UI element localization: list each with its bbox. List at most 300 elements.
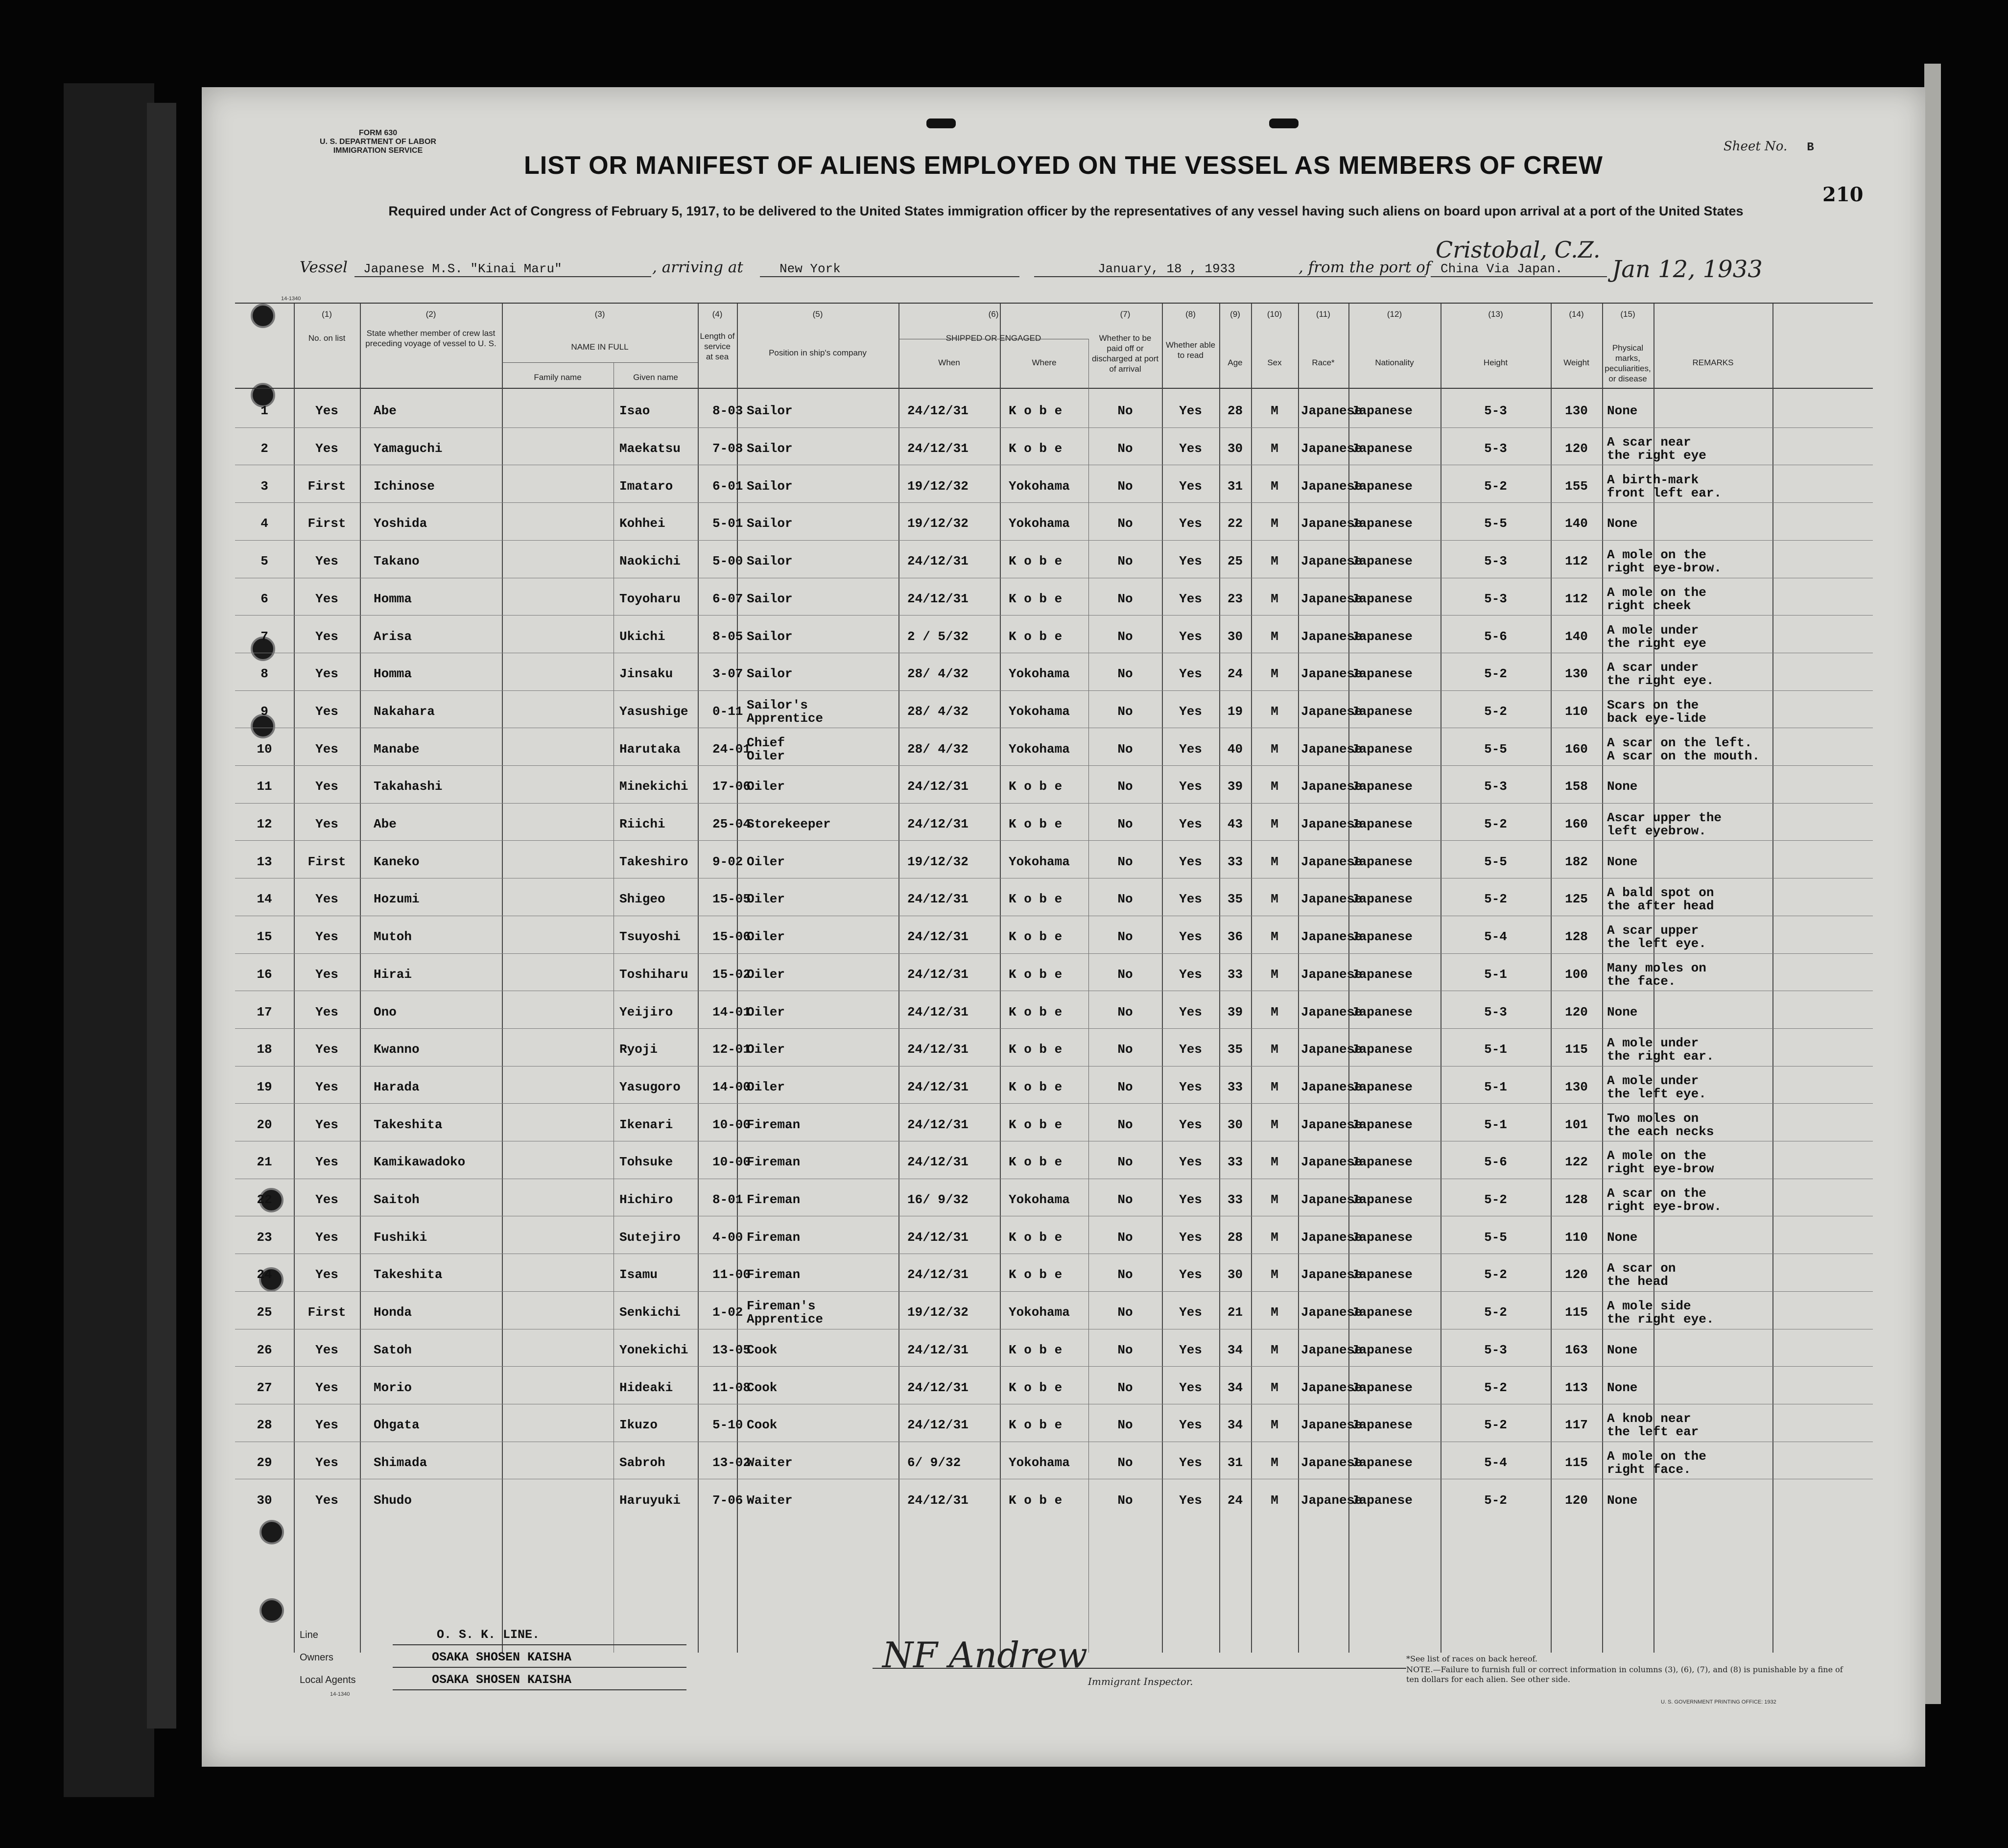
cell-family-line: Ohgata: [374, 1418, 420, 1432]
cell-position: [747, 1380, 777, 1396]
cell-service: [712, 554, 743, 569]
cell-nat: [1351, 516, 1413, 531]
cell-sex-line: M: [1271, 1455, 1278, 1470]
page-number: 210: [1822, 183, 1864, 206]
cell-state: [294, 967, 360, 982]
cell-age: [1219, 1230, 1251, 1245]
cell-paid: [1088, 403, 1162, 419]
cell-sex-line: M: [1271, 554, 1278, 569]
cell-marks: [1607, 1149, 1714, 1176]
column-number: (2): [425, 309, 436, 319]
cell-paid-line: No: [1117, 629, 1133, 644]
cell-position: [747, 1418, 777, 1433]
cell-given: [619, 817, 665, 832]
cell-where: [1009, 704, 1070, 719]
cell-height: [1441, 1155, 1551, 1170]
cell-service-line: 13-02: [712, 1455, 751, 1470]
cell-given-line: Isamu: [619, 1267, 658, 1282]
cell-paid-line: No: [1117, 929, 1133, 944]
cell-height: [1441, 1192, 1551, 1208]
cell-where-line: K o b e: [1009, 1418, 1063, 1432]
cell-state: [294, 516, 360, 531]
cell-nat-line: Japanese: [1351, 441, 1413, 456]
cell-paid: [1088, 1005, 1162, 1020]
cell-when-line: 19/12/32: [907, 854, 969, 869]
cell-when: [907, 403, 969, 419]
cell-position-line: Cook: [747, 1380, 778, 1395]
cell-when-line: 28/ 4/32: [907, 742, 969, 757]
cell-paid: [1088, 554, 1162, 569]
column-divider: [502, 304, 503, 1653]
cell-nat: [1351, 1343, 1413, 1358]
cell-where-line: K o b e: [1009, 892, 1063, 906]
cell-sex: [1251, 479, 1298, 494]
cell-weight-line: 120: [1565, 1493, 1588, 1508]
cell-read: [1162, 1418, 1219, 1433]
cell-position-line: Oiler: [747, 892, 785, 906]
paper-clip-left: [926, 118, 956, 128]
cell-age-line: 25: [1227, 554, 1243, 569]
cell-state-line: Yes: [315, 441, 338, 456]
cell-no-line: 25: [257, 1305, 272, 1320]
cell-position: [747, 1042, 785, 1057]
cell-weight-line: 115: [1565, 1042, 1588, 1057]
cell-state: [294, 1192, 360, 1208]
cell-position-line: Oiler: [747, 749, 785, 763]
cell-paid: [1088, 1155, 1162, 1170]
cell-nat: [1351, 742, 1413, 757]
cell-read-line: Yes: [1179, 1455, 1202, 1470]
cell-state-line: Yes: [315, 666, 338, 681]
row-divider: [235, 953, 1873, 954]
cell-given: [619, 441, 681, 456]
cell-height: [1441, 1493, 1551, 1508]
cell-where-line: K o b e: [1009, 1380, 1063, 1395]
cell-marks-line: None: [1607, 1343, 1638, 1357]
cell-age-line: 33: [1227, 1192, 1243, 1207]
cell-where: [1009, 479, 1070, 494]
cell-state: [294, 1042, 360, 1057]
cell-no-line: 3: [260, 479, 268, 494]
cell-no-line: 20: [257, 1117, 272, 1132]
cell-service-line: 10-00: [712, 1117, 751, 1132]
cell-family: [374, 854, 420, 870]
cell-marks: [1607, 811, 1722, 838]
cell-service: [712, 892, 751, 907]
cell-where-line: K o b e: [1009, 441, 1063, 456]
cell-where-line: Yokohama: [1009, 666, 1070, 681]
cell-age: [1219, 742, 1251, 757]
cell-family: [374, 704, 435, 719]
cell-race-line: Japanese: [1301, 742, 1362, 757]
cell-where: [1009, 1005, 1062, 1020]
cell-weight-line: 140: [1565, 516, 1588, 531]
cell-state-line: Yes: [315, 554, 338, 569]
cell-weight: [1551, 666, 1602, 682]
cell-read-line: Yes: [1179, 1305, 1202, 1320]
cell-position-line: Sailor: [747, 666, 793, 681]
cell-position: [747, 1493, 793, 1508]
cell-when: [907, 1418, 969, 1433]
cell-no: [235, 441, 294, 456]
header-height: Height: [1483, 358, 1508, 367]
header-race: Race*: [1312, 358, 1335, 367]
cell-service: [712, 854, 743, 870]
cell-service: [712, 1267, 751, 1282]
cell-given: [619, 1493, 681, 1508]
cell-state: [294, 704, 360, 719]
cell-age: [1219, 441, 1251, 456]
cell-service: [712, 1380, 751, 1396]
cell-age: [1219, 1305, 1251, 1320]
cell-nat: [1351, 854, 1413, 870]
cell-read: [1162, 479, 1219, 494]
cell-nat-line: Japanese: [1351, 629, 1413, 644]
cell-read-line: Yes: [1179, 929, 1202, 944]
column-number: (9): [1230, 309, 1240, 319]
cell-weight-line: 140: [1565, 629, 1588, 644]
cell-no: [235, 1192, 294, 1208]
cell-marks-line: None: [1607, 1493, 1638, 1508]
cell-state-line: Yes: [315, 592, 338, 606]
cell-position: [747, 1192, 800, 1208]
cell-nat: [1351, 441, 1413, 456]
cell-marks-line: the left eye.: [1607, 1087, 1706, 1101]
cell-height-line: 5-2: [1484, 1192, 1507, 1207]
cell-position-line: Apprentice: [747, 1312, 824, 1327]
cell-position: [747, 479, 793, 494]
handwritten-date: Jan 12, 1933: [1612, 256, 1763, 283]
cell-read: [1162, 704, 1219, 719]
cell-paid: [1088, 1117, 1162, 1133]
cell-read: [1162, 1343, 1219, 1358]
cell-no-line: 1: [260, 403, 268, 418]
header-name-in-full: NAME IN FULL: [571, 342, 629, 352]
cell-no: [235, 742, 294, 757]
cell-state-line: Yes: [315, 892, 338, 906]
cell-read-line: Yes: [1179, 1005, 1202, 1019]
department-name: U. S. DEPARTMENT OF LABOR: [320, 138, 436, 146]
row-divider: [235, 1291, 1873, 1292]
cell-height-line: 5-3: [1484, 592, 1507, 606]
cell-service-line: 7-08: [712, 441, 743, 456]
cell-nat: [1351, 892, 1413, 907]
form-code: 14-1340: [281, 296, 301, 302]
cell-sex-line: M: [1271, 516, 1278, 531]
row-divider: [235, 615, 1873, 616]
cell-read-line: Yes: [1179, 1230, 1202, 1245]
cell-sex: [1251, 967, 1298, 982]
header-nationality: Nationality: [1375, 358, 1414, 367]
cell-when-line: 6/ 9/32: [907, 1455, 961, 1470]
cell-service-line: 6-01: [712, 479, 743, 494]
cell-height: [1441, 1455, 1551, 1470]
cell-given: [619, 554, 681, 569]
cell-weight-line: 160: [1565, 817, 1588, 831]
cell-state-line: First: [307, 516, 346, 531]
cell-weight-line: 120: [1565, 1267, 1588, 1282]
cell-family: [374, 1305, 412, 1320]
cell-weight: [1551, 1380, 1602, 1396]
cell-where-line: K o b e: [1009, 817, 1063, 831]
cell-position-line: Sailor: [747, 629, 793, 644]
cell-sex: [1251, 704, 1298, 719]
cell-sex-line: M: [1271, 704, 1278, 719]
cell-family: [374, 516, 427, 531]
cell-where-line: K o b e: [1009, 1267, 1063, 1282]
column-number: (12): [1387, 309, 1402, 319]
cell-family-line: Harada: [374, 1080, 420, 1094]
cell-marks-line: left eyebrow.: [1607, 824, 1706, 838]
cell-given-line: Haruyuki: [619, 1493, 681, 1508]
cell-race-line: Japanese: [1301, 666, 1362, 681]
cell-age: [1219, 704, 1251, 719]
cell-weight: [1551, 403, 1602, 419]
cell-height-line: 5-5: [1484, 854, 1507, 869]
cell-sex: [1251, 1343, 1298, 1358]
cell-nat-line: Japanese: [1351, 779, 1413, 794]
cell-marks: [1607, 1262, 1676, 1288]
cell-service: [712, 1117, 751, 1133]
cell-marks: [1607, 1450, 1706, 1476]
cell-where-line: Yokohama: [1009, 1455, 1070, 1470]
cell-given: [619, 1380, 673, 1396]
cell-paid-line: No: [1117, 704, 1133, 719]
cell-marks-line: the head: [1607, 1274, 1668, 1289]
cell-position: [747, 854, 785, 870]
cell-weight: [1551, 1418, 1602, 1433]
cell-race-line: Japanese: [1301, 967, 1362, 982]
cell-when-line: 24/12/31: [907, 1380, 969, 1395]
cell-sex: [1251, 742, 1298, 757]
cell-no: [235, 1230, 294, 1245]
cell-state-line: Yes: [315, 1117, 338, 1132]
cell-service: [712, 817, 751, 832]
cell-given-line: Tohsuke: [619, 1155, 673, 1169]
cell-weight-line: 117: [1565, 1418, 1588, 1432]
cell-age: [1219, 592, 1251, 607]
cell-no: [235, 967, 294, 982]
cell-read: [1162, 1493, 1219, 1508]
cell-where: [1009, 1192, 1070, 1208]
cell-age: [1219, 666, 1251, 682]
page-edge: [1924, 64, 1941, 1704]
cell-paid-line: No: [1117, 666, 1133, 681]
cell-age-line: 21: [1227, 1305, 1243, 1320]
cell-position-line: Cook: [747, 1418, 778, 1432]
cell-paid-line: No: [1117, 592, 1133, 606]
handwritten-port: Cristobal, C.Z.: [1436, 237, 1601, 263]
cell-age-line: 24: [1227, 666, 1243, 681]
cell-no-line: 19: [257, 1080, 272, 1094]
cell-given: [619, 779, 688, 794]
cell-weight-line: 110: [1565, 1230, 1588, 1245]
cell-nat: [1351, 592, 1413, 607]
cell-sex-line: M: [1271, 929, 1278, 944]
cell-service-line: 0-11: [712, 704, 743, 719]
cell-service: [712, 629, 743, 644]
cell-family-line: Takahashi: [374, 779, 443, 794]
cell-service-line: 13-05: [712, 1343, 751, 1357]
cell-given-line: Toyoharu: [619, 592, 681, 606]
cell-sex: [1251, 1380, 1298, 1396]
cell-age-line: 31: [1227, 479, 1243, 494]
cell-given: [619, 929, 681, 945]
cell-when: [907, 929, 969, 945]
cell-given-line: Imataro: [619, 479, 673, 494]
cell-where-line: K o b e: [1009, 1343, 1063, 1357]
cell-read-line: Yes: [1179, 1117, 1202, 1132]
cell-position: [747, 629, 793, 644]
cell-no-line: 30: [257, 1493, 272, 1508]
cell-sex: [1251, 1305, 1298, 1320]
cell-given-line: Hideaki: [619, 1380, 673, 1395]
cell-position: [747, 1080, 785, 1095]
cell-when: [907, 892, 969, 907]
cell-position: [747, 1343, 777, 1358]
cell-paid-line: No: [1117, 1192, 1133, 1207]
manifest-page: [202, 87, 1925, 1767]
cell-marks-line: the each necks: [1607, 1124, 1714, 1139]
cell-where: [1009, 1230, 1062, 1245]
cell-paid: [1088, 1192, 1162, 1208]
column-divider: [698, 304, 699, 1653]
cell-position: [747, 967, 785, 982]
cell-position-line: Waiter: [747, 1455, 793, 1470]
cell-where: [1009, 1155, 1062, 1170]
cell-age: [1219, 1117, 1251, 1133]
cell-height-line: 5-3: [1484, 403, 1507, 418]
cell-height-line: 5-3: [1484, 1343, 1507, 1357]
cell-nat-line: Japanese: [1351, 1080, 1413, 1094]
cell-paid: [1088, 516, 1162, 531]
cell-read-line: Yes: [1179, 516, 1202, 531]
cell-service: [712, 967, 751, 982]
cell-when: [907, 554, 969, 569]
cell-age: [1219, 1418, 1251, 1433]
column-number: (7): [1120, 309, 1131, 319]
cell-sex-line: M: [1271, 779, 1278, 794]
cell-family-line: Arisa: [374, 629, 412, 644]
cell-read-line: Yes: [1179, 854, 1202, 869]
cell-no: [235, 1455, 294, 1470]
cell-height-line: 5-2: [1484, 1418, 1507, 1432]
cell-when-line: 24/12/31: [907, 441, 969, 456]
cell-weight: [1551, 929, 1602, 945]
cell-state: [294, 854, 360, 870]
cell-family: [374, 1418, 420, 1433]
cell-state-line: Yes: [315, 704, 338, 719]
cell-sex-line: M: [1271, 967, 1278, 982]
row-divider: [235, 690, 1873, 691]
cell-read: [1162, 929, 1219, 945]
cell-family: [374, 479, 435, 494]
cell-sex: [1251, 1042, 1298, 1057]
cell-race-line: Japanese: [1301, 1343, 1362, 1357]
cell-height-line: 5-2: [1484, 704, 1507, 719]
vessel-name: Japanese M.S. "Kinai Maru": [363, 261, 562, 276]
cell-state-line: Yes: [315, 779, 338, 794]
cell-when-line: 19/12/32: [907, 479, 969, 494]
cell-state-line: Yes: [315, 967, 338, 982]
cell-paid-line: No: [1117, 1117, 1133, 1132]
cell-weight-line: 128: [1565, 1192, 1588, 1207]
cell-paid-line: No: [1117, 1380, 1133, 1395]
cell-paid: [1088, 704, 1162, 719]
cell-given: [619, 1343, 688, 1358]
cell-where: [1009, 1080, 1062, 1095]
cell-marks-line: A mole under: [1607, 1073, 1699, 1088]
cell-paid-line: No: [1117, 742, 1133, 757]
cell-weight: [1551, 554, 1602, 569]
cell-weight: [1551, 817, 1602, 832]
cell-height-line: 5-5: [1484, 1230, 1507, 1245]
cell-read: [1162, 1155, 1219, 1170]
cell-state: [294, 1418, 360, 1433]
cell-race-line: Japanese: [1301, 554, 1362, 569]
cell-weight-line: 182: [1565, 854, 1588, 869]
cell-state-line: Yes: [315, 1343, 338, 1357]
cell-family-line: Kwanno: [374, 1042, 420, 1057]
cell-sex: [1251, 1005, 1298, 1020]
cell-when-line: 24/12/31: [907, 967, 969, 982]
cell-nat-line: Japanese: [1351, 1343, 1413, 1357]
cell-where: [1009, 1305, 1070, 1320]
cell-when-line: 24/12/31: [907, 1042, 969, 1057]
cell-read-line: Yes: [1179, 1042, 1202, 1057]
cell-weight-line: 115: [1565, 1305, 1588, 1320]
cell-service-line: 8-01: [712, 1192, 743, 1207]
cell-height: [1441, 967, 1551, 982]
cell-nat: [1351, 403, 1413, 419]
row-divider: [235, 1366, 1873, 1367]
cell-nat-line: Japanese: [1351, 1230, 1413, 1245]
cell-read: [1162, 1117, 1219, 1133]
cell-state: [294, 629, 360, 644]
cell-marks: [1607, 1037, 1714, 1063]
cell-race-line: Japanese: [1301, 1305, 1362, 1320]
cell-age: [1219, 1192, 1251, 1208]
cell-height: [1441, 704, 1551, 719]
cell-height-line: 5-1: [1484, 967, 1507, 982]
cell-position: [747, 1455, 793, 1470]
cell-read: [1162, 1080, 1219, 1095]
cell-weight: [1551, 629, 1602, 644]
cell-when: [907, 1042, 969, 1057]
cell-nat: [1351, 1493, 1413, 1508]
cell-given: [619, 1042, 658, 1057]
cell-no: [235, 704, 294, 719]
cell-marks: [1607, 886, 1714, 913]
cell-family-line: Honda: [374, 1305, 412, 1320]
cell-nat: [1351, 1418, 1413, 1433]
cell-read: [1162, 1230, 1219, 1245]
cell-family: [374, 779, 442, 794]
cell-family-line: Hirai: [374, 967, 412, 982]
cell-no-line: 8: [260, 666, 268, 681]
cell-sex-line: M: [1271, 742, 1278, 757]
cell-position-line: Storekeeper: [747, 817, 831, 831]
cell-family: [374, 892, 420, 907]
cell-read-line: Yes: [1179, 1155, 1202, 1169]
column-number: (3): [594, 309, 605, 319]
cell-family-line: Abe: [374, 403, 397, 418]
cell-no: [235, 1418, 294, 1433]
cell-race-line: Japanese: [1301, 929, 1362, 944]
cell-sex: [1251, 929, 1298, 945]
cell-service: [712, 1005, 751, 1020]
cell-when: [907, 967, 969, 982]
